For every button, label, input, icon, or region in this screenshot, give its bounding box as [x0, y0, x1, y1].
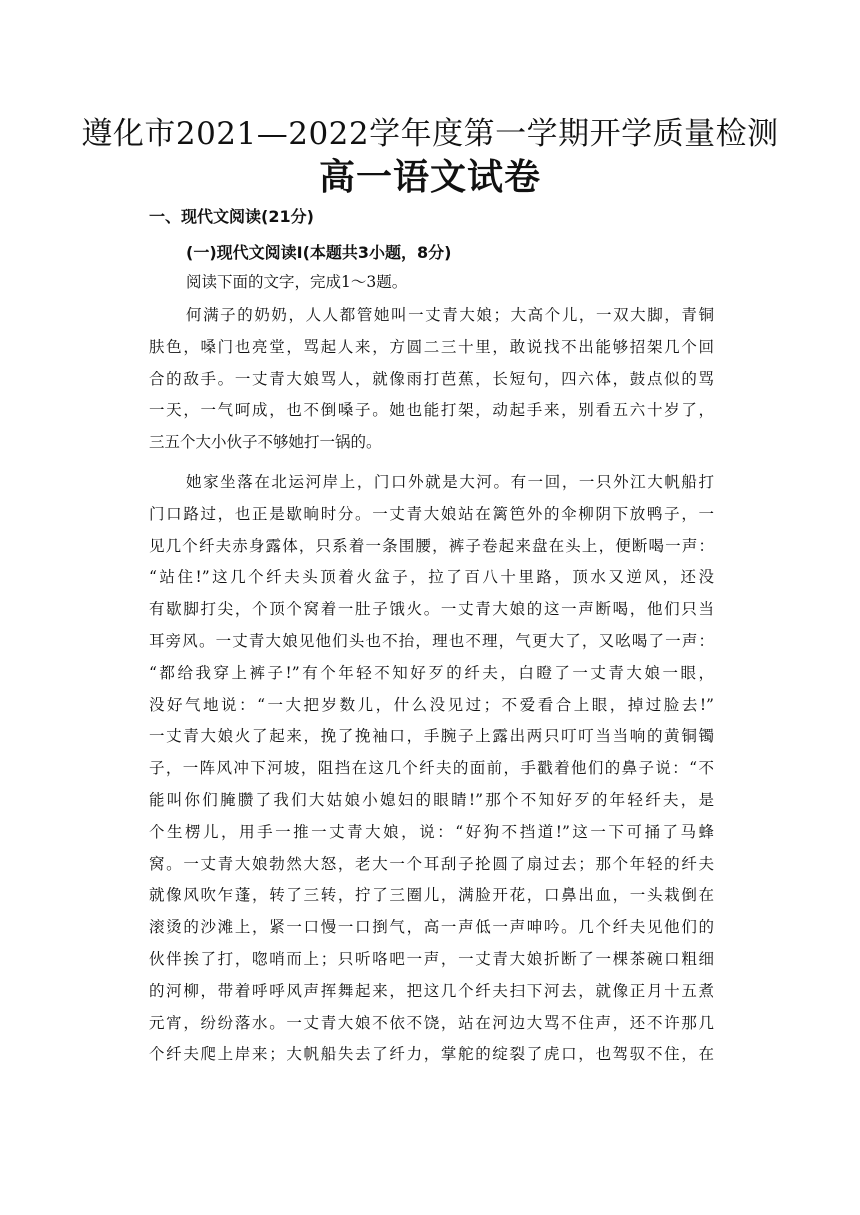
passage-line: 滚烫的沙滩上，紧一口慢一口捯气，高一声低一声呻吟。几个纤夫见他们的: [149, 918, 714, 937]
passage-line: 伙伴挨了打，唿哨而上；只听咯吧一声，一丈青大娘折断了一棵茶碗口粗细: [149, 949, 714, 968]
passage-line: 一天，一气呵成，也不倒嗓子。她也能打架，动起手来，别看五六十岁了，: [149, 401, 714, 420]
passage-line: 一丈青大娘火了起来，挽了挽袖口，手腕子上露出两只叮叮当当响的黄铜镯: [149, 727, 714, 746]
passage-line: 三五个大小伙子不够她打一锅的。: [149, 433, 382, 452]
passage-line: 合的敌手。一丈青大娘骂人，就像雨打芭蕉，长短句，四六体，鼓点似的骂: [149, 369, 714, 388]
passage-line: 她家坐落在北运河岸上，门口外就是大河。有一回，一只外江大帆船打: [186, 472, 714, 491]
section-heading: 一、现代文阅读(21分): [149, 207, 314, 226]
passage-line: “站住!”这几个纤夫头顶着火盆子，拉了百八十里路，顶水又逆风，还没: [149, 568, 714, 587]
passage-line: 没好气地说：“一大把岁数儿，什么没见过；不爱看合上眼，掉过脸去!”: [149, 695, 714, 714]
paragraph-gap: [149, 459, 714, 467]
passage-line: 的河柳，带着呼呼风声挥舞起来，把这几个纤夫扫下河去，就像正月十五煮: [149, 981, 714, 1000]
passage-line: 见几个纤夫赤身露体，只系着一条围腰，裤子卷起来盘在头上，便断喝一声：: [149, 536, 714, 555]
passage-line: “都给我穿上裤子!”有个年轻不知好歹的纤夫，白瞪了一丈青大娘一眼，: [149, 663, 714, 682]
passage-line: 肤色，嗓门也亮堂，骂起人来，方圆二三十里，敢说找不出能够招架几个回: [149, 337, 714, 356]
passage-line: 元宵，纷纷落水。一丈青大娘不依不饶，站在河边大骂不住声，还不许那几: [149, 1013, 714, 1032]
reading-passage: [149, 300, 714, 1071]
exam-title: 遵化市2021—2022学年度第一学期开学质量检测: [81, 116, 779, 152]
exam-subject-title: 高一语文试卷: [318, 157, 541, 198]
reading-instruction: 阅读下面的文字，完成1～3题。: [186, 273, 408, 291]
passage-line: 就像风吹乍蓬，转了三转，拧了三圈儿，满脸开花，口鼻出血，一头栽倒在: [149, 886, 714, 905]
passage-line: 子，一阵风冲下河坡，阻挡在这几个纤夫的面前，手戳着他们的鼻子说：“不: [149, 759, 714, 778]
passage-line: 门口路过，也正是歇晌时分。一丈青大娘站在篱笆外的伞柳阴下放鸭子，一: [149, 504, 714, 523]
passage-line: 何满子的奶奶，人人都管她叫一丈青大娘；大高个儿，一双大脚，青铜: [186, 306, 714, 324]
passage-line: 窝。一丈青大娘勃然大怒，老大一个耳刮子抡圆了扇过去；那个年轻的纤夫: [149, 854, 714, 873]
subsection-heading: (一)现代文阅读Ⅰ(本题共3小题，8分): [186, 243, 452, 262]
passage-line: 耳旁风。一丈青大娘见他们头也不抬，理也不理，气更大了，又吆喝了一声：: [149, 631, 714, 650]
passage-line: 能叫你们腌臜了我们大姑娘小媳妇的眼睛!”那个不知好歹的年轻纤夫，是: [149, 790, 714, 809]
passage-line: 个生楞儿，用手一推一丈青大娘，说：“好狗不挡道!”这一下可捅了马蜂: [149, 822, 714, 841]
passage-line: 有歇脚打尖，个顶个窝着一肚子饿火。一丈青大娘的这一声断喝，他们只当: [149, 600, 714, 619]
passage-line: 个纤夫爬上岸来；大帆船失去了纤力，掌舵的绽裂了虎口，也驾驭不住，在: [149, 1045, 714, 1064]
